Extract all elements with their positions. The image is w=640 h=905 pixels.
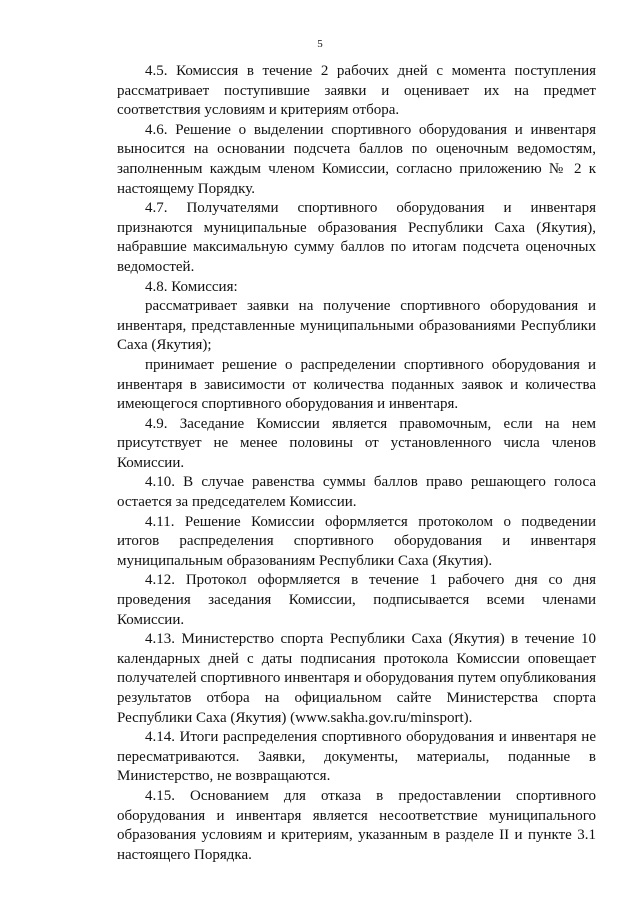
paragraph-4-5: 4.5. Комиссия в течение 2 рабочих дней с момента поступления рассматривает поступившие заявки и оценивает их на предмет соответствия условиям и критериям отбора.: [117, 63, 596, 119]
paragraph-4-11: 4.11. Решение Комиссии оформляется протоколом о подведении итогов распределения спортивного оборудования и инвентаря муниципальным образованиям Республики Саха (Якутия).: [117, 513, 596, 569]
paragraph-4-15: 4.15. Основанием для отказа в предоставлении спортивного оборудования и инвентаря является несоответствие муниципального образования условиям и критериям, указанным в разделе II и пункте 3.1 настоящего Порядка.: [117, 787, 596, 863]
paragraph-4-14: 4.14. Итоги распределения спортивного оборудования и инвентаря не пересматриваются. Заявки, документы, материалы, поданные в Министерство, не возвращаются.: [117, 729, 596, 785]
paragraph-4-8-item-1: рассматривает заявки на получение спортивного оборудования и инвентаря, представленные муниципальными образованиями Республики Саха (Якутия);: [117, 298, 596, 354]
paragraph-4-10: 4.10. В случае равенства суммы баллов право решающего голоса остается за председателем Комиссии.: [117, 474, 596, 511]
paragraph-4-12: 4.12. Протокол оформляется в течение 1 рабочего дня со дня проведения заседания Комиссии, подписывается всеми членами Комиссии.: [117, 572, 596, 628]
paragraph-4-7: 4.7. Получателями спортивного оборудования и инвентаря признаются муниципальные образования Республики Саха (Якутия), набравшие максимальную сумму баллов по итогам подсчета оценочных ведомостей.: [117, 200, 596, 275]
paragraph-4-8-item-2: принимает решение о распределении спортивного оборудования и инвентаря в зависимости от количества поданных заявок и количества имеющегося спортивного оборудования и инвентаря.: [117, 356, 596, 413]
paragraph-4-6: 4.6. Решение о выделении спортивного оборудования и инвентаря выносится на основании подсчета баллов по оценочным ведомостям, заполненным каждым членом Комиссии, согласно приложению № 2 к настоящему Порядку.: [117, 121, 596, 197]
paragraph-4-8: 4.8. Комиссия:: [145, 278, 238, 295]
document-body: [117, 62, 596, 865]
paragraph-4-13: 4.13. Министерство спорта Республики Саха (Якутия) в течение 10 календарных дней с даты подписания протокола Комиссии оповещает получателей спортивного инвентаря и оборудования путем опубликования результатов отбора на официальном сайте Министерства спорта Республики Саха (Якутия) (www.sakha.gov.ru/minsport).: [117, 631, 596, 726]
paragraph-4-9: 4.9. Заседание Комиссии является правомочным, если на нем присутствует не менее половины от установленного числа членов Комиссии.: [117, 415, 596, 471]
page-number: 5: [317, 38, 323, 50]
